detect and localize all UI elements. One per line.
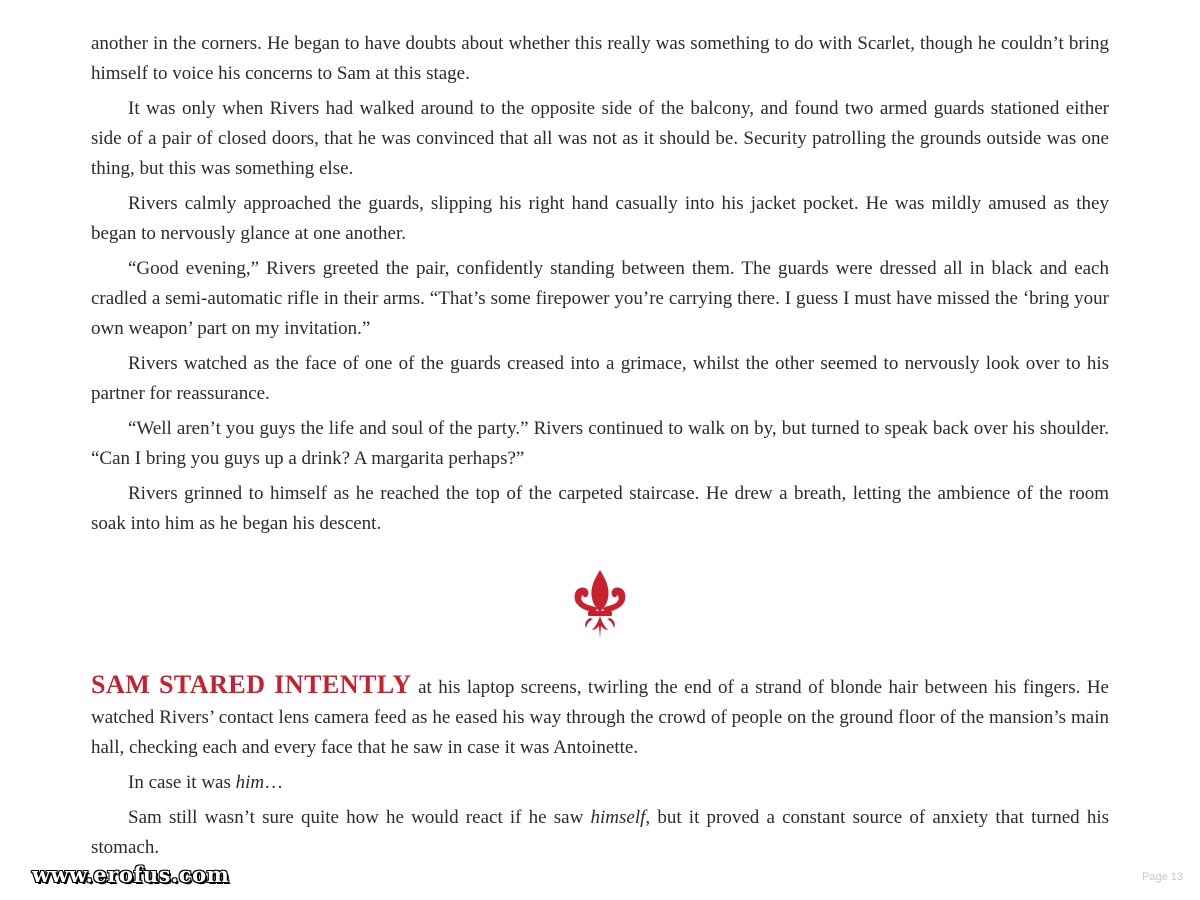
- page-number: Page 13: [1142, 871, 1183, 883]
- fleur-de-lis-icon: [572, 568, 628, 640]
- text-fragment: , but it proved a constant source of anxiety that turned his stomach.: [91, 807, 1109, 858]
- lead-in-heading: SAM STARED INTENTLY: [91, 670, 412, 699]
- body-paragraph: “Good evening,” Rivers greeted the pair, confidently standing between them. The guards were dressed all in black and each cradled a semi-automatic rifle in their arms. “That’s some firepower you’re carrying there. I guess I must have missed the ‘bring your own weapon’ part on my invitation.”: [91, 258, 1109, 339]
- emphasis-text: him: [235, 772, 265, 793]
- text-fragment: Sam still wasn’t sure quite how he would react if he saw: [128, 807, 591, 828]
- body-paragraph: It was only when Rivers had walked around to the opposite side of the balcony, and found two armed guards stationed either side of a pair of closed doors, that he was convinced that all was not as it should be. Security patrolling the grounds outside was one thing, but this was something else.: [91, 98, 1109, 179]
- text-fragment: In case it was: [128, 772, 236, 793]
- emphasis-text: himself: [590, 807, 646, 828]
- section-opening-paragraph: [91, 670, 1109, 763]
- body-paragraph: Rivers grinned to himself as he reached the top of the carpeted staircase. He drew a breath, letting the ambience of the room soak into him as he began his descent.: [91, 483, 1109, 534]
- chapter-text: [91, 29, 1109, 544]
- body-paragraph: Rivers watched as the face of one of the guards creased into a grimace, whilst the other seemed to nervously look over to his partner for reassurance.: [91, 353, 1109, 404]
- body-paragraph: [91, 768, 1109, 798]
- new-section-text: [91, 670, 1109, 868]
- body-paragraph: Rivers calmly approached the guards, slipping his right hand casually into his jacket pocket. He was mildly amused as they began to nervously glance at one another.: [91, 193, 1109, 244]
- watermark: www.erofus.com: [32, 862, 230, 887]
- text-fragment: …: [264, 772, 284, 793]
- body-paragraph: “Well aren’t you guys the life and soul of the party.” Rivers continued to walk on by, but turned to speak back over his shoulder. “Can I bring you guys up a drink? A margarita perhaps?”: [91, 418, 1109, 469]
- body-paragraph: [91, 803, 1109, 863]
- body-paragraph: another in the corners. He began to have doubts about whether this really was something to do with Scarlet, though he couldn’t bring himself to voice his concerns to Sam at this stage.: [91, 33, 1109, 84]
- opening-paragraph-text: at his laptop screens, twirling the end of a strand of blonde hair between his fingers. He watched Rivers’ contact lens camera feed as he eased his way through the crowd of people on the ground floor of the mansion’s main hall, checking each and every face that he saw in case it was Antoinette.: [91, 677, 1109, 758]
